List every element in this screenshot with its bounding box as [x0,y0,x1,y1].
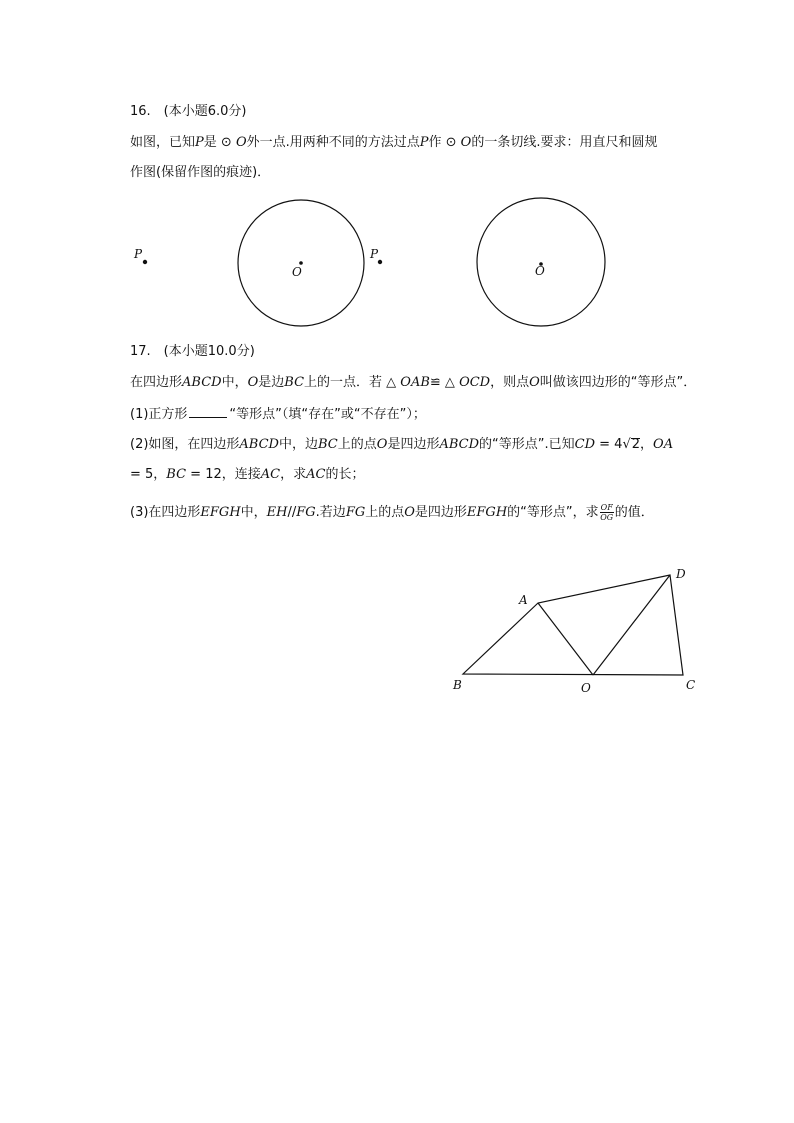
math-o: O [460,135,472,150]
q16-header: 16. (本小题6.0分) [130,104,247,119]
math: FG [345,505,366,520]
text: 中，边 [278,437,318,452]
text: (1)正方形 [130,407,188,422]
math: ABCD [239,437,279,452]
circle-o-right [477,198,605,326]
label-b: B [453,678,462,692]
label-o: O [581,681,591,695]
math: O [404,505,415,520]
fraction-denominator: OG [600,513,614,522]
text: (3)在四边形 [130,505,201,520]
math: ABCD [182,375,222,390]
label-d: D [676,567,686,581]
text: 外一点.用两种不同的方法过点 [246,135,420,150]
math: O [376,437,388,452]
math-p: P [419,135,429,150]
math: O [247,375,259,390]
math: EH [266,505,288,520]
math: EFGH [466,505,508,520]
math-o: O [235,135,247,150]
math-p: P [195,135,204,150]
sqrt-radicand: 2 [631,437,641,452]
sqrt-symbol: √ [622,437,631,452]
text: 中， [221,375,248,390]
math: BC [318,437,338,452]
text: 上的点 [365,505,405,520]
segment-ao [538,603,593,675]
q16-text-line2: 作图(保留作图的痕迹)． [130,165,271,180]
text: 如图，已知 [130,135,196,150]
text: ，则点 [490,375,530,390]
text: 作 ⊙ [428,135,461,150]
q17-part2-line1 [130,436,673,454]
math: CD [574,437,595,452]
label-p-left: P [134,247,143,261]
text: ，求 [280,467,307,482]
label-c: C [686,678,696,692]
text: ≌ △ [429,375,460,390]
text: 是四边形 [414,505,467,520]
text: 的值． [614,505,654,520]
text: = 4 [595,437,623,452]
math: FG [296,505,316,520]
text: 是四边形 [387,437,440,452]
text: (2)如图，在四边形 [130,437,240,452]
label-a: A [519,593,528,607]
fraction-of-og [600,503,614,522]
text: ， [640,437,654,452]
text: // [287,505,297,520]
text: .若边 [315,505,346,520]
label-o-right: O [535,264,545,278]
quadrilateral-abcd [463,575,683,675]
text: 在四边形 [130,375,183,390]
text: 的“等形点”，求 [507,505,599,520]
text: 的长； [325,467,365,482]
point-p-right [378,260,382,264]
text: “等形点”（填“存在”或“不存在”）； [229,407,426,422]
math: OCD [459,375,491,390]
segment-od [593,575,670,675]
text: 上的一点．若 △ [304,375,401,390]
text: 是边 [258,375,285,390]
math: ABCD [439,437,480,452]
q17-intro [130,374,696,392]
q17-part1 [130,405,426,424]
math: OA [653,437,674,452]
q17-header: 17. (本小题10.0分) [130,344,255,359]
text: 叫做该四边形的“等形点”． [539,375,697,390]
q17-figure [452,567,695,695]
q17-part3 [130,503,654,522]
math: O [529,375,540,390]
text: 的“等形点”.已知 [479,437,575,452]
math: BC [284,375,305,390]
q17-part2-line2 [130,466,364,484]
text: 是 ⊙ [203,135,236,150]
math: OAB [400,375,430,390]
text: 上的点 [337,437,377,452]
fraction-numerator: OF [600,503,613,512]
answer-blank[interactable] [189,405,227,418]
label-p-right: P [370,247,379,261]
label-o-left: O [292,265,302,279]
math: BC [166,467,187,482]
text: 的一条切线.要求：用直尺和圆规 [471,135,658,150]
math: AC [260,467,281,482]
point-p-left [143,260,147,264]
math: EFGH [200,505,241,520]
text: 中， [240,505,267,520]
text: = 12，连接 [186,467,261,482]
text: = 5， [130,467,167,482]
math: AC [306,467,326,482]
